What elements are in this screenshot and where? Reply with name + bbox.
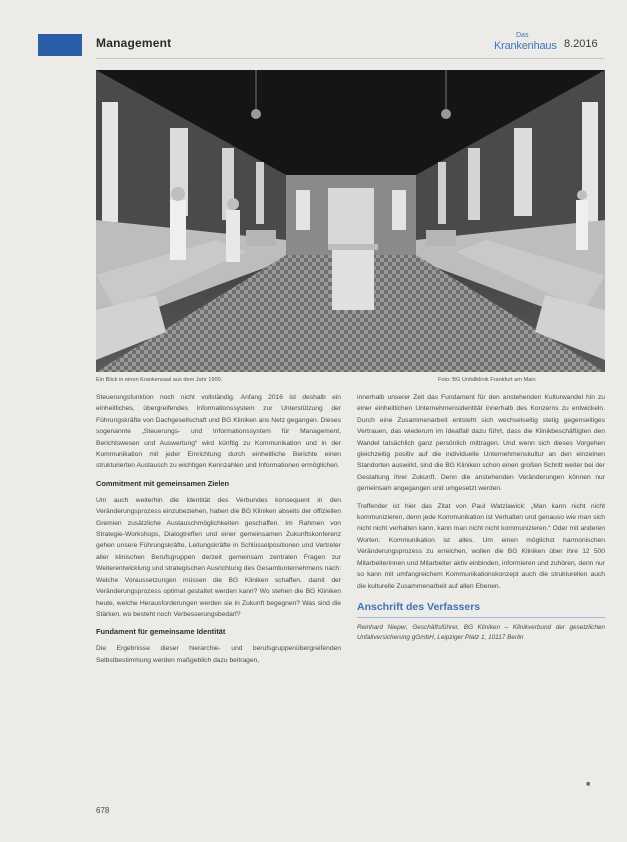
logo-small-text: Das (516, 32, 529, 39)
author-address-heading: Anschrift des Verfassers (357, 600, 481, 613)
address-divider (357, 617, 605, 618)
body-paragraph: Die Ergebnisse dieser hierarchie- und berufsgruppenübergreifenden Selbstbestimmung werden maßgeblich dazu beitragen, (96, 645, 341, 664)
body-paragraph: Steuerungsfunktion noch nicht vollständig. Anfang 2016 ist deshalb ein einheitliches, übergreifendes Informationssystem zur Unterstützung der Führungskräfte von Dachgesellschaft und BG Kliniken ans Netz gegangen. Dieses sogenannte „Steuerungs- und Informationssystem für Management, Berichtswesen und Auswertung“ wird künftig zu Kommunikation und in der Kommunikation mit jeder Einrichtung durch einheitliche Berichte einen strukturierten Austausch zu wichtigen Kennzahlen und Informationen ermöglichen. (96, 394, 341, 470)
author-address: Reinhard Nieper, Geschäftsführer, BG Kliniken – Klinikverbund der gesetzlichen Unfallversicherung gGmbH, Leipziger Platz 1, 10117 Berlin (357, 624, 605, 642)
section-accent-block (38, 34, 82, 56)
body-paragraph: Treffender ist hier das Zitat von Paul Watzlawick: „Man kann nicht nicht kommunizieren, denn jede Kommunikation ist Verhalten und genauso wie man sich nicht nicht verhalten kann, kann man nicht nicht kommunizieren.“ Oder mit anderen Worten: Kommunikation ist alles. Um einen möglichst harmonischen Veränderungsprozess zu erreichen, wollen die BG Kliniken über ihre 12 500 Mitarbeiterinnen und Mitarbeiter aktiv einbinden, informieren und zuhören, denn nur so kann mit umfangreichem Kommunikationskonzept auch die strukturellen auch die kulturelle Zusammenarbeit auf allen Ebenen. (357, 502, 605, 590)
right-text-column (357, 392, 605, 649)
logo-main-text: Krankenhaus (494, 40, 557, 52)
body-paragraph: Um auch weiterhin die Identität des Verbundes konsequent in den Veränderungsprozess einzubeziehen, haben die BG Kliniken abseits der offiziellen Gremien zusätzliche Austauschmöglichkeiten geschaffen. Im Rahmen von Strategie-Workshops, Dialogtreffen und einer gemeinsamen Zukunftskonferenz gehen unsere Führungskräfte, Leitungskräfte in Schlüsselpositionen und Vertreter aller klinischen Berufsgruppen derzeit gemeinsam zentralen Fragen zur Weiterentwicklung und strategischen Ausrichtung des Gesamtunternehmens nach: Welche Voraussetzungen müssen die BG Kliniken schaffen, damit der Veränderungsprozess optimal gestaltet werden kann? Wo stehen die BG Kliniken heute, welche Herausforderungen werden sie in Zukunft begegnen? Was sind die Stärken, wo besteht noch Verbesserungsbedarf? (96, 496, 341, 618)
section-title: Management (96, 36, 172, 50)
subheading: Commitment mit gemeinsamen Zielen (96, 478, 230, 488)
left-text-column (96, 392, 341, 672)
photo-credit: Foto: BG Unfallklinik Frankfurt am Main (438, 377, 536, 383)
article-end-mark: ■ (586, 781, 591, 788)
subheading: Fundament für gemeinsame Identität (96, 627, 226, 637)
page-number: 678 (96, 806, 110, 815)
photo-caption: Ein Blick in einen Krankensaal aus dem Jahr 1900. (96, 377, 223, 383)
historic-ward-photo (96, 70, 605, 372)
body-paragraph: innerhalb unserer Zeit das Fundament für den anstehenden Kulturwandel hin zu einer einheitlichen Unternehmensidentität innerhalb des Konzerns zu entwickeln. Durch eine Zusammenarbeit entsteht sich wechselseitig stetig gegenseitiges Vertrauen, das wiederum im Idealfall dazu führt, dass die Klinikbeschäftigten den Wandel tatsächlich ganz persönlich mittragen. Und wenn sich dieses Vorgehen gleichzeitig positiv auf die individuelle Unternehmenskultur an den einzelnen Standorten auswirkt, sind die BG Kliniken schon einen großen Schritt weiter bei der Gestaltung ihrer Zukunft. Denn die anstehenden Veränderungen können nur gemeinsam angegangen und umgesetzt werden. (357, 394, 605, 493)
header-rule (96, 58, 604, 59)
issue-number: 8.2016 (564, 38, 598, 50)
